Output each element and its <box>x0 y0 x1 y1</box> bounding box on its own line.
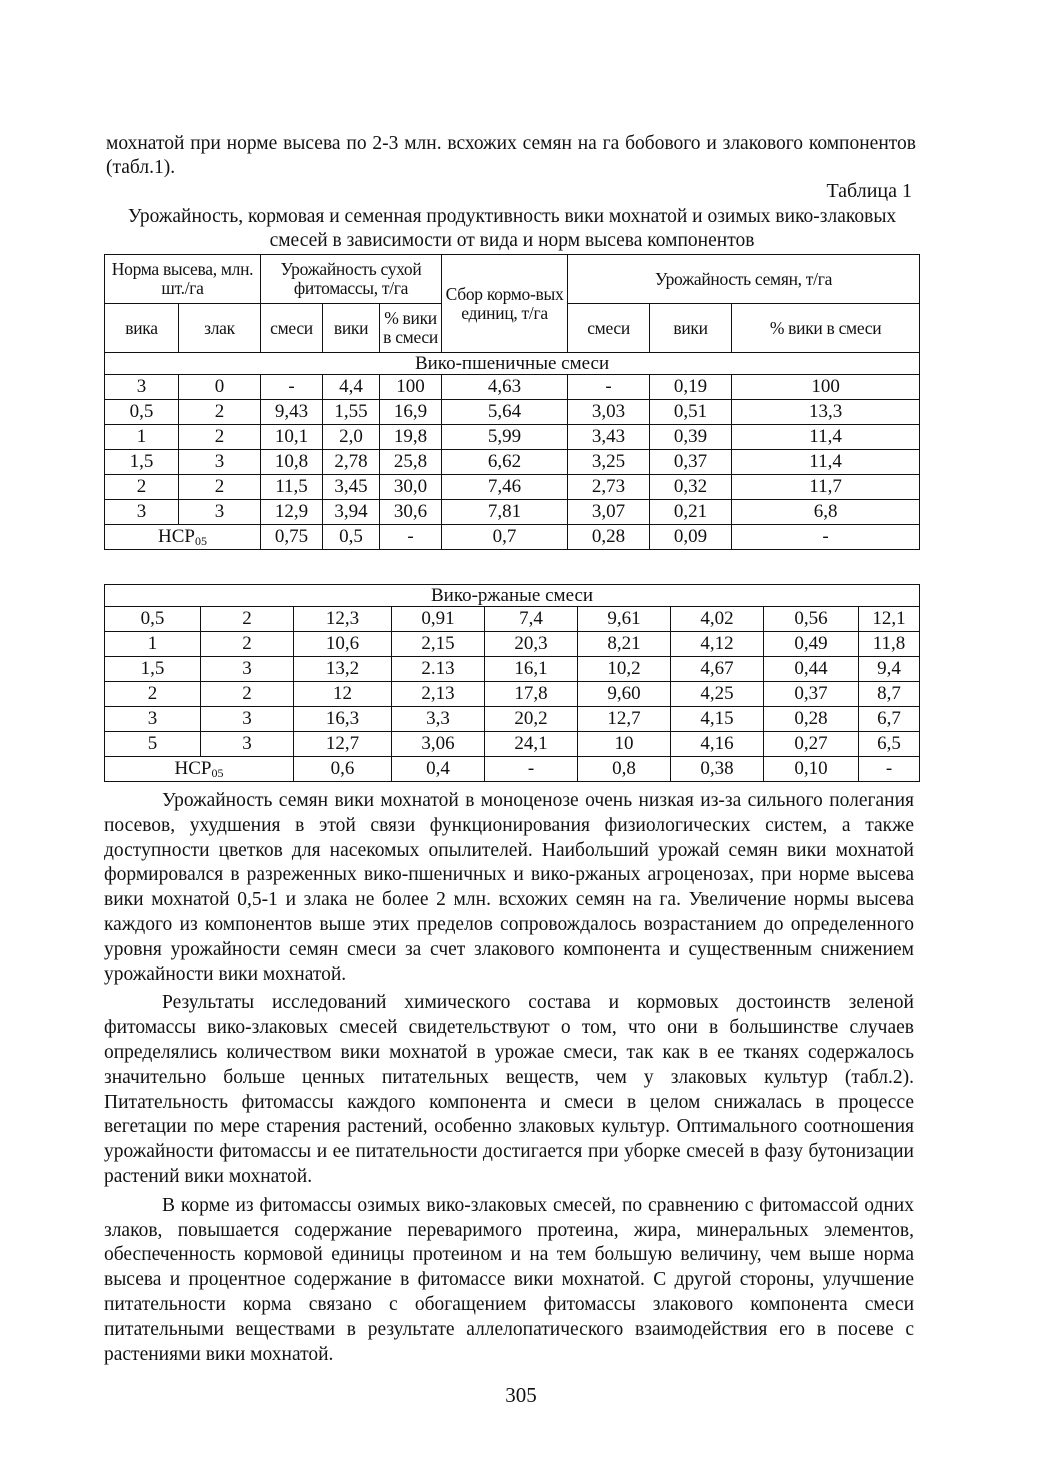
table-row <box>105 707 920 732</box>
table-cell: 9,43 <box>261 400 323 425</box>
header-seed-vetch-pct: % вики в смеси <box>732 304 920 353</box>
table-cell: 0,37 <box>650 450 732 475</box>
table-cell: 0,7 <box>442 525 568 550</box>
table-row-lsd <box>105 525 920 550</box>
table-cell: - <box>732 525 920 550</box>
table-cell: 3,94 <box>323 500 380 525</box>
table-cell: 0,8 <box>578 757 671 782</box>
table-cell: 17,8 <box>485 682 578 707</box>
table-cell: 0,19 <box>650 375 732 400</box>
header-seeding-rate: Норма высева, млн. шт./га <box>105 255 261 304</box>
table-cell: 2 <box>179 425 261 450</box>
header-vetch: вика <box>105 304 179 353</box>
header-seed-mixture: смеси <box>568 304 650 353</box>
table-cell: 2,73 <box>568 475 650 500</box>
lsd-label: $НСР_{05}$ <box>105 525 261 550</box>
table-cell: 2,13 <box>392 682 485 707</box>
table-cell: 5,99 <box>442 425 568 450</box>
table-cell: 10,8 <box>261 450 323 475</box>
table-cell: 9,4 <box>859 657 920 682</box>
table-row <box>105 657 920 682</box>
table-cell: 4,25 <box>671 682 764 707</box>
table-cell: 0,6 <box>294 757 392 782</box>
table-cell: 6,8 <box>732 500 920 525</box>
table-cell: 0,10 <box>764 757 859 782</box>
table-cell: 7,46 <box>442 475 568 500</box>
data-table-wheat <box>104 254 920 550</box>
table-cell: 8,21 <box>578 632 671 657</box>
table-cell: 11,4 <box>732 425 920 450</box>
table-cell: 25,8 <box>380 450 442 475</box>
table-cell: 2,0 <box>323 425 380 450</box>
table-cell: 3 <box>201 732 294 757</box>
table-row <box>105 400 920 425</box>
header-vetch-pct: % вики в смеси <box>380 304 442 353</box>
paragraph: Урожайность семян вики мохнатой в моноценозе очень низкая из-за сильного полегания посевов, ухудшения в этой связи функционирования физиологических систем, а также доступности цветков для насекомых опылителей. Наибольший урожай семян вики мохнатой формировался в разреженных вико-пшеничных и вико-ржаных агроценозах, при норме высева вики мохнатой 0,5-1 и злака не более 2 млн. всхожих семян на га. Увеличение нормы высева каждого из компонентов выше этих пределов сопровождалось возрастанием до определенного уровня урожайности семян смеси за счет злакового компонента и существенным снижением урожайности вики мохнатой. <box>104 790 914 985</box>
table-cell: 13,2 <box>294 657 392 682</box>
table-cell: 0,32 <box>650 475 732 500</box>
table-cell: 2 <box>105 475 179 500</box>
table-cell: 11,4 <box>732 450 920 475</box>
table-cell: 0,28 <box>764 707 859 732</box>
table-cell: 12,1 <box>859 607 920 632</box>
table-cell: - <box>380 525 442 550</box>
body-text <box>104 789 914 1371</box>
table-cell: 0,21 <box>650 500 732 525</box>
table-cell: 0,56 <box>764 607 859 632</box>
table-cell: 3 <box>179 500 261 525</box>
header-dry-yield: Урожайность сухой фитомассы, т/га <box>261 255 442 304</box>
table-cell: 3,06 <box>392 732 485 757</box>
table-cell: 10 <box>578 732 671 757</box>
table-cell: 2,78 <box>323 450 380 475</box>
table-cell: 0,28 <box>568 525 650 550</box>
table-cell: 0,5 <box>323 525 380 550</box>
table-cell: 0,5 <box>105 607 201 632</box>
intro-paragraph: мохнатой при норме высева по 2-3 млн. всхожих семян на га бобового и злакового компонентов (табл.1). <box>106 133 916 178</box>
table-cell: 0,37 <box>764 682 859 707</box>
table-cell: 3,3 <box>392 707 485 732</box>
table-cell: 100 <box>380 375 442 400</box>
table-cell: 4,67 <box>671 657 764 682</box>
table-cell: 3 <box>201 657 294 682</box>
table-cell: - <box>261 375 323 400</box>
table-cell: 6,62 <box>442 450 568 475</box>
table-cell: 20,3 <box>485 632 578 657</box>
table-row <box>105 450 920 475</box>
table-cell: 3,03 <box>568 400 650 425</box>
table-cell: 0,27 <box>764 732 859 757</box>
table-cell: 10,1 <box>261 425 323 450</box>
table-cell: 2 <box>201 607 294 632</box>
table-cell: 9,61 <box>578 607 671 632</box>
table-row <box>105 607 920 632</box>
table-cell: 6,5 <box>859 732 920 757</box>
lsd-label: $НСР_{05}$ <box>105 757 294 782</box>
table-row <box>105 682 920 707</box>
table-cell: 0,09 <box>650 525 732 550</box>
table-cell: 10,6 <box>294 632 392 657</box>
table-row <box>105 375 920 400</box>
table-row <box>105 500 920 525</box>
table-cell: 1,55 <box>323 400 380 425</box>
table-cell: - <box>568 375 650 400</box>
table-cell: 1,5 <box>105 657 201 682</box>
header-mixture: смеси <box>261 304 323 353</box>
table-cell: 4,63 <box>442 375 568 400</box>
table-cell: 0,4 <box>392 757 485 782</box>
data-table-rye <box>104 584 920 782</box>
table-label: Таблица 1 <box>826 180 912 202</box>
table-cell: 0 <box>179 375 261 400</box>
table-cell: 7,81 <box>442 500 568 525</box>
page-number: 305 <box>505 1383 537 1407</box>
table-cell: 11,8 <box>859 632 920 657</box>
paragraph: В корме из фитомассы озимых вико-злаковых смесей, по сравнению с фитомассой одних злаков, повышается содержание переваримого протеина, жира, минеральных элементов, обеспеченность кормовой единицы протеином и на тем большую величину, чем выше норма высева и процентное содержание в фитомассе вики мохнатой. С другой стороны, улучшение питательности корма связано с обогащением фитомассы злакового компонента смеси питательными веществами в результате аллелопатического взаимодействия его в посеве с растениями вики мохнатой. <box>104 1194 914 1365</box>
header-seed-vetch: вики <box>650 304 732 353</box>
header-feed-units: Сбор кормо-вых единиц, т/га <box>442 255 568 353</box>
table-cell: 3 <box>105 500 179 525</box>
table-cell: 12,9 <box>261 500 323 525</box>
table-row-lsd <box>105 757 920 782</box>
table-cell: 0,38 <box>671 757 764 782</box>
table-cell: 2 <box>105 682 201 707</box>
paragraph: Результаты исследований химического состава и кормовых достоинств зеленой фитомассы вико-злаковых смесей свидетельствуют о том, что они в большинстве случаев определялись количеством вики мохнатой в урожае смеси, так как в ее тканях содержалось значительно больше ценных питательных веществ, чем у злаковых культур (табл.2). Питательность фитомассы каждого компонента и смеси в целом снижалась в процессе вегетации по мере старения растений, особенно злаковых культур. Оптимального соотношения урожайности фитомассы и ее питательности достигается при уборке смесей в фазу бутонизации растений вики мохнатой. <box>104 992 914 1187</box>
table-cell: 16,1 <box>485 657 578 682</box>
table-cell: 24,1 <box>485 732 578 757</box>
table-cell: 0,39 <box>650 425 732 450</box>
table-cell: 4,15 <box>671 707 764 732</box>
table-cell: 2,15 <box>392 632 485 657</box>
table-cell: 16,3 <box>294 707 392 732</box>
table-cell: 9,60 <box>578 682 671 707</box>
table-cell: 30,6 <box>380 500 442 525</box>
table-cell: 0,91 <box>392 607 485 632</box>
table-cell: 0,44 <box>764 657 859 682</box>
table-cell: 13,3 <box>732 400 920 425</box>
header-vetch-yield: вики <box>323 304 380 353</box>
table-cell: 5 <box>105 732 201 757</box>
table-cell: 0,5 <box>105 400 179 425</box>
table-cell: 12,3 <box>294 607 392 632</box>
table-row <box>105 732 920 757</box>
table-cell: 4,02 <box>671 607 764 632</box>
table-cell: 2 <box>201 682 294 707</box>
table-cell: 4,4 <box>323 375 380 400</box>
table-cell: 3 <box>105 375 179 400</box>
table-cell: 0,49 <box>764 632 859 657</box>
table-cell: 12,7 <box>578 707 671 732</box>
table-cell: 12 <box>294 682 392 707</box>
table-cell: 3 <box>105 707 201 732</box>
table-cell: 3,43 <box>568 425 650 450</box>
table-cell: 100 <box>732 375 920 400</box>
table-cell: 20,2 <box>485 707 578 732</box>
table-cell: 30,0 <box>380 475 442 500</box>
section-wheat: Вико-пшеничные смеси <box>105 353 920 375</box>
table-cell: 10,2 <box>578 657 671 682</box>
table-cell: 11,7 <box>732 475 920 500</box>
table-row <box>105 475 920 500</box>
header-grass: злак <box>179 304 261 353</box>
table-cell: 0,51 <box>650 400 732 425</box>
table-cell: 2 <box>179 475 261 500</box>
table-cell: 11,5 <box>261 475 323 500</box>
section-rye: Вико-ржаные смеси <box>105 585 920 607</box>
table-cell: 1,5 <box>105 450 179 475</box>
table-cell: 8,7 <box>859 682 920 707</box>
table-cell: 1 <box>105 632 201 657</box>
table-cell: 7,4 <box>485 607 578 632</box>
table-cell: - <box>859 757 920 782</box>
header-seed-yield: Урожайность семян, т/га <box>568 255 920 304</box>
table-cell: 2.13 <box>392 657 485 682</box>
table-cell: 3 <box>201 707 294 732</box>
table-cell: 3,45 <box>323 475 380 500</box>
table-cell: - <box>485 757 578 782</box>
table-cell: 3 <box>179 450 261 475</box>
table-cell: 1 <box>105 425 179 450</box>
table-cell: 5,64 <box>442 400 568 425</box>
table-cell: 3,25 <box>568 450 650 475</box>
table-caption: Урожайность, кормовая и семенная продуктивность вики мохнатой и озимых вико-злаковых смесей в зависимости от вида и норм высева компонентов <box>127 206 897 251</box>
table-cell: 3,07 <box>568 500 650 525</box>
table-cell: 19,8 <box>380 425 442 450</box>
table-row <box>105 632 920 657</box>
table-cell: 2 <box>179 400 261 425</box>
table-cell: 4,16 <box>671 732 764 757</box>
table-cell: 4,12 <box>671 632 764 657</box>
table-cell: 6,7 <box>859 707 920 732</box>
table-cell: 2 <box>201 632 294 657</box>
table-cell: 12,7 <box>294 732 392 757</box>
table-row <box>105 425 920 450</box>
table-cell: 0,75 <box>261 525 323 550</box>
table-cell: 16,9 <box>380 400 442 425</box>
